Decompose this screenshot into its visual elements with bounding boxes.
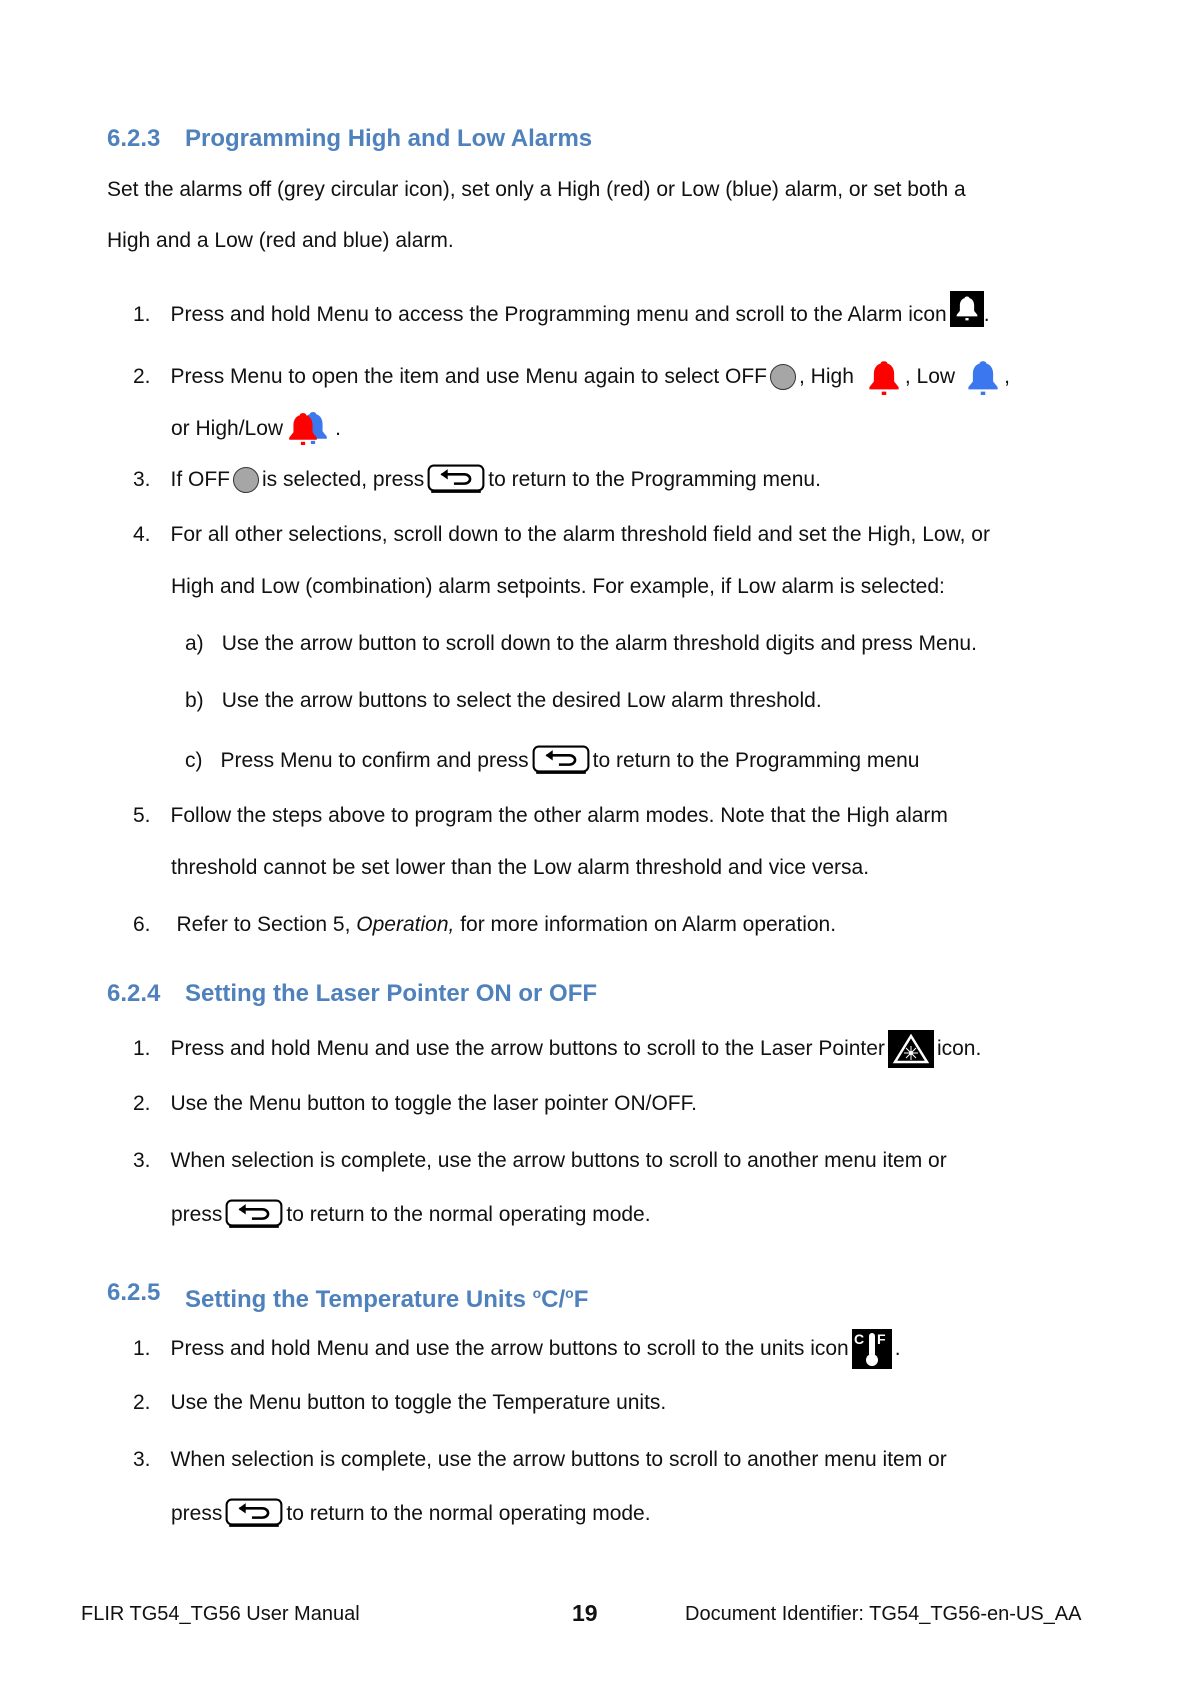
- step-text: Press and hold Menu and use the arrow buttons to scroll to the units icon: [170, 1337, 849, 1360]
- unit-f: F: [573, 1286, 589, 1313]
- step-text: icon.: [936, 1037, 982, 1060]
- punct: ,: [1004, 365, 1010, 388]
- section-number: 6.2.5: [107, 1279, 161, 1306]
- step-text: is selected, press: [262, 467, 425, 491]
- laser-step-3-cont: [171, 1199, 651, 1230]
- step-text: to return to the Programming menu.: [488, 467, 821, 491]
- intro-line-1: Set the alarms off (grey circular icon), set only a High (red) or Low (blue) alarm, or set both a: [107, 178, 966, 201]
- step-text: For all other selections, scroll down to the alarm threshold field and set the High, Low, or: [170, 523, 990, 546]
- section-reference: Operation,: [356, 913, 455, 936]
- alarm-bell-icon: [950, 291, 984, 327]
- substep-c: [185, 745, 919, 776]
- step-number: 1.: [133, 1337, 151, 1360]
- step-2-cont: [171, 410, 341, 448]
- substep-letter: b): [185, 689, 204, 712]
- svg-text:C: C: [853, 1331, 864, 1347]
- step-text: Refer to Section 5,: [176, 913, 351, 936]
- high-low-alarm-bell-icon: [286, 410, 332, 448]
- step-text: If OFF: [170, 467, 231, 491]
- step-text: Use the Menu button to toggle the laser pointer ON/OFF.: [170, 1092, 697, 1115]
- page-number: 19: [572, 1600, 598, 1626]
- step-4: [133, 522, 990, 548]
- step-text: When selection is complete, use the arrow buttons to scroll to another menu item or: [170, 1448, 947, 1471]
- step-number: 3.: [133, 1448, 151, 1471]
- step-6: [133, 912, 836, 938]
- low-alarm-blue-bell-icon: [965, 359, 1001, 395]
- substep-letter: c): [185, 748, 203, 772]
- section-number: 6.2.3: [107, 125, 161, 152]
- step-text: , Low: [904, 365, 956, 388]
- temperature-units-icon: [852, 1329, 892, 1369]
- substep-a: [185, 631, 977, 657]
- step-number: 2.: [133, 365, 151, 388]
- units-step-3: [133, 1447, 947, 1473]
- section-title: Setting the Temperature Units: [185, 1286, 533, 1313]
- section-title: Setting the Laser Pointer ON or OFF: [185, 980, 598, 1007]
- step-4-cont: High and Low (combination) alarm setpoints. For example, if Low alarm is selected:: [171, 575, 945, 598]
- laser-step-2: [133, 1091, 697, 1117]
- punct: .: [335, 417, 341, 440]
- step-text: to return to the normal operating mode.: [286, 1202, 651, 1226]
- step-number: 4.: [133, 523, 151, 546]
- section-title: Programming High and Low Alarms: [185, 125, 593, 152]
- svg-text:F: F: [876, 1331, 886, 1347]
- step-1: [133, 302, 990, 328]
- laser-pointer-icon: [888, 1030, 934, 1068]
- step-number: 6.: [133, 913, 151, 936]
- step-number: 1.: [133, 1037, 151, 1060]
- step-number: 2.: [133, 1391, 151, 1414]
- substep-text: Press Menu to confirm and press: [220, 748, 529, 772]
- step-text: Press Menu to open the item and use Menu again to select OFF: [170, 365, 768, 388]
- step-text: When selection is complete, use the arrow buttons to scroll to another menu item or: [170, 1149, 947, 1172]
- step-text: or High/Low: [171, 417, 284, 440]
- step-text: Use the Menu button to toggle the Temperature units.: [170, 1391, 667, 1414]
- high-alarm-red-bell-icon: [866, 359, 902, 395]
- degree-sign: o: [532, 1285, 542, 1301]
- step-text: to return to the normal operating mode.: [286, 1501, 651, 1525]
- step-text: press: [171, 1202, 223, 1226]
- step-5-cont: threshold cannot be set lower than the Low alarm threshold and vice versa.: [171, 856, 870, 879]
- substep-text: Use the arrow buttons to select the desired Low alarm threshold.: [221, 689, 822, 712]
- step-text: Press and hold Menu to access the Programming menu and scroll to the Alarm icon: [170, 303, 947, 326]
- punct: .: [894, 1337, 901, 1360]
- step-text: press: [171, 1501, 223, 1525]
- step-number: 2.: [133, 1092, 151, 1115]
- units-step-1: [133, 1329, 901, 1369]
- punct: .: [983, 303, 990, 326]
- footer-document-id: Document Identifier: TG54_TG56-en-US_AA: [685, 1603, 1082, 1625]
- laser-step-1: [133, 1030, 981, 1068]
- substep-text: Use the arrow button to scroll down to the alarm threshold digits and press Menu.: [221, 632, 977, 655]
- step-text: Press and hold Menu and use the arrow buttons to scroll to the Laser Pointer: [170, 1037, 885, 1060]
- unit-c: C/: [541, 1286, 566, 1313]
- laser-step-3: [133, 1148, 947, 1174]
- units-step-3-cont: [171, 1498, 651, 1529]
- step-text: for more information on Alarm operation.: [460, 913, 837, 936]
- degree-sign: o: [565, 1285, 574, 1301]
- return-button-icon: [532, 745, 590, 776]
- return-button-icon: [225, 1199, 283, 1230]
- section-number: 6.2.4: [107, 980, 161, 1007]
- step-5: [133, 803, 948, 829]
- footer-manual-title: FLIR TG54_TG56 User Manual: [81, 1603, 360, 1625]
- step-number: 5.: [133, 804, 151, 827]
- intro-line-2: High and a Low (red and blue) alarm.: [107, 229, 454, 252]
- step-text: Follow the steps above to program the other alarm modes. Note that the High alarm: [170, 804, 948, 827]
- step-number: 3.: [133, 467, 151, 491]
- alarm-off-circle-icon: [233, 467, 259, 493]
- step-text: , High: [799, 365, 854, 388]
- step-2: [133, 359, 1010, 395]
- alarm-off-circle-icon: [770, 364, 796, 390]
- substep-letter: a): [185, 632, 204, 655]
- return-button-icon: [427, 464, 485, 495]
- step-number: 3.: [133, 1149, 151, 1172]
- step-3: [133, 464, 821, 495]
- units-step-2: [133, 1390, 666, 1416]
- substep-b: [185, 688, 822, 714]
- step-number: 1.: [133, 303, 151, 326]
- substep-text: to return to the Programming menu: [592, 748, 920, 772]
- return-button-icon: [225, 1498, 283, 1529]
